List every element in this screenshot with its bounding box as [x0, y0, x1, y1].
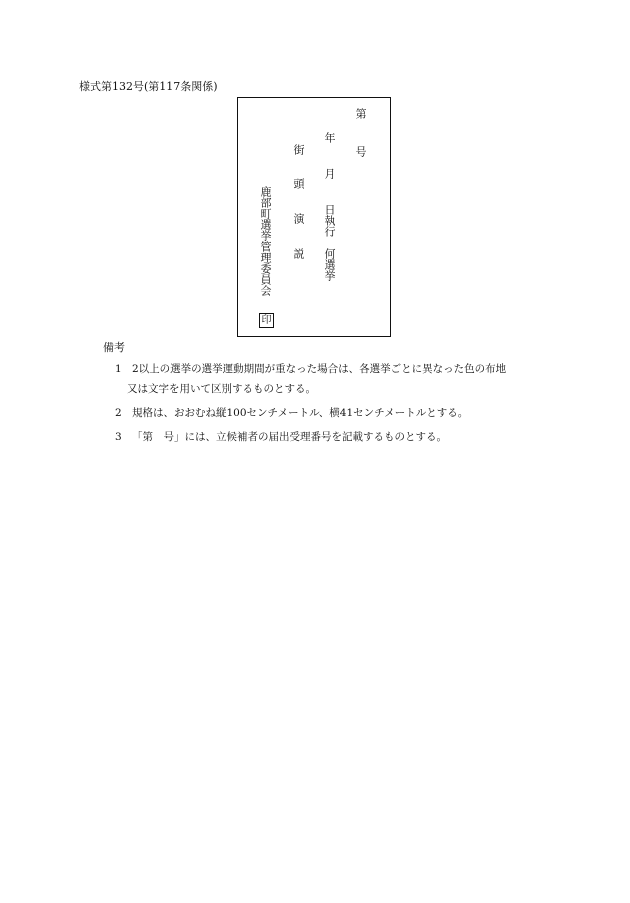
date-month: 月 [323, 168, 336, 179]
note-text: 規格は、おおむね縦100センチメートル、横41センチメートルとする。 [132, 407, 469, 419]
form-title: 様式第132号(第117条関係) [79, 80, 218, 93]
seal-stamp: 印 [259, 313, 274, 328]
main-char-4: 説 [292, 248, 305, 259]
date-year: 年 [323, 132, 336, 143]
sign-frame [237, 97, 391, 337]
note-number: 2 [115, 407, 122, 419]
date-day-exec: 日執行 [323, 204, 336, 237]
note-text: 2以上の選挙の選挙運動期間が重なった場合は、各選挙ごとに異なった色の布地 [132, 363, 507, 375]
main-char-2: 頭 [292, 178, 305, 189]
note-text-continued: 又は文字を用いて区別するものとする。 [127, 383, 316, 395]
note-number: 1 [115, 363, 122, 375]
note-text: 「第 号」には、立候補者の届出受理番号を記載するものとする。 [132, 431, 447, 443]
main-char-1: 街 [292, 144, 305, 155]
notes-heading: 備考 [103, 341, 125, 354]
main-char-3: 演 [292, 213, 305, 224]
note-number: 3 [115, 431, 122, 443]
issuer-name: 鹿部町選挙管理委員会 [259, 186, 272, 296]
election-name: 何選挙 [323, 248, 336, 281]
number-label: 第 [354, 108, 367, 119]
number-suffix: 号 [354, 146, 367, 157]
